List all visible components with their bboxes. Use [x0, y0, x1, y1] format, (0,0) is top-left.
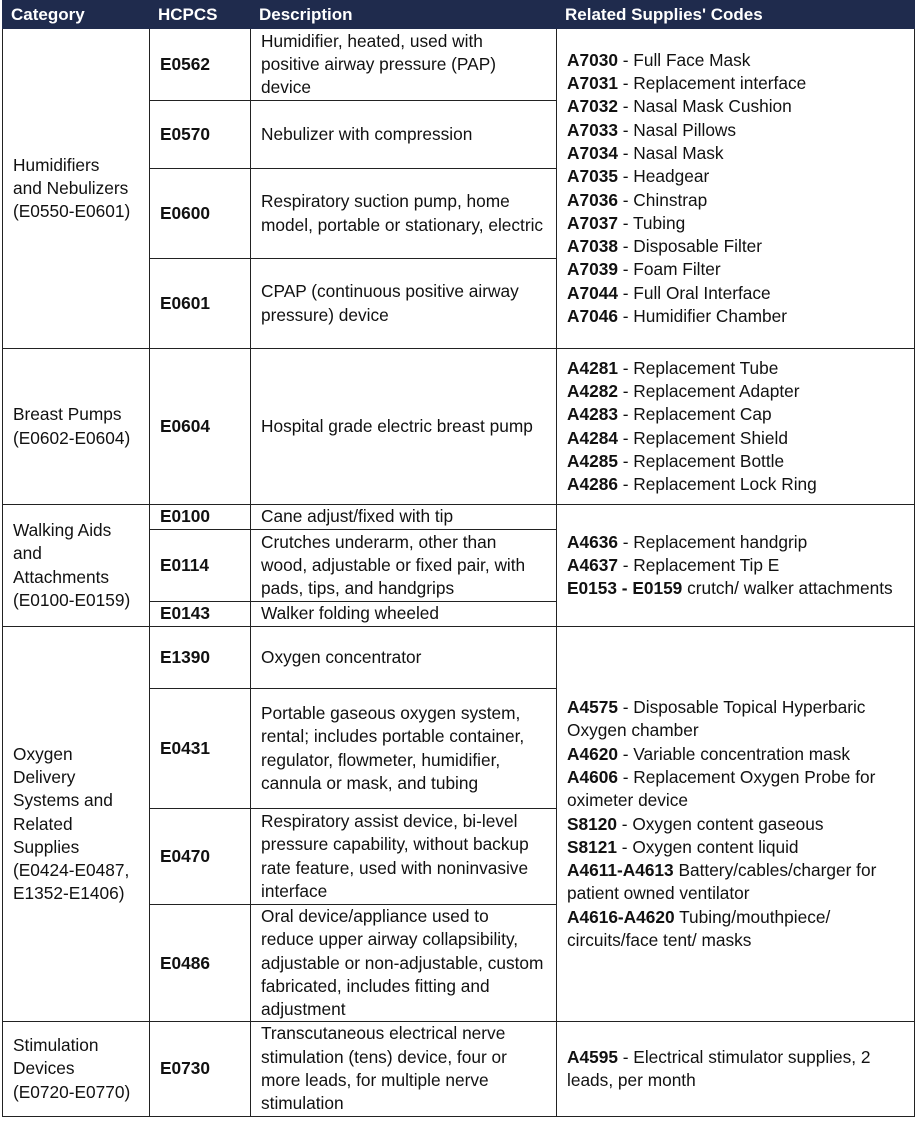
table-row	[3, 627, 915, 689]
supply-code: A4637	[567, 554, 618, 575]
supply-item	[567, 859, 904, 906]
category-label-line: and	[13, 543, 42, 564]
supply-item	[567, 72, 904, 95]
supply-item	[567, 743, 904, 766]
supply-code: A7046	[567, 305, 618, 326]
category-cell	[3, 349, 150, 505]
supply-item	[567, 427, 904, 450]
hcpcs-code-cell: E0562	[150, 29, 251, 101]
supply-code: A4281	[567, 357, 618, 378]
supply-text: crutch/ walker attachments	[682, 578, 893, 599]
supply-text: Battery/cables/charger for patient owned ventilator	[567, 860, 877, 904]
supply-code: A7032	[567, 96, 618, 117]
hcpcs-code-cell: E0601	[150, 259, 251, 349]
supply-item	[567, 450, 904, 473]
supply-code: A4284	[567, 427, 618, 448]
category-label-line: Walking Aids	[13, 519, 112, 540]
supply-item	[567, 142, 904, 165]
supply-text: - Full Face Mask	[617, 49, 751, 70]
supply-item	[567, 554, 904, 577]
supply-text: - Oxygen content gaseous	[616, 813, 824, 834]
supply-text: - Humidifier Chamber	[617, 305, 787, 326]
hcpcs-code-cell: E0730	[150, 1022, 251, 1116]
hcpcs-code-cell: E0486	[150, 905, 251, 1022]
supply-item	[567, 189, 904, 212]
category-label-line: Supplies	[13, 836, 80, 857]
supply-code: A4616-A4620	[567, 906, 675, 927]
supply-code: A7033	[567, 119, 618, 140]
hcpcs-code-cell: E0470	[150, 809, 251, 905]
supply-code: A7036	[567, 189, 618, 210]
description-cell: Cane adjust/fixed with tip	[251, 505, 557, 530]
description-cell: Oral device/appliance used to reduce upper airway collapsibility, adjustable or non-adjustable, custom fabricated, includes fitting and adjustment	[251, 905, 557, 1022]
description-cell: Nebulizer with compression	[251, 101, 557, 169]
category-cell	[3, 1022, 150, 1116]
category-label-line: (E0424-E0487,	[13, 860, 130, 881]
supply-text: - Replacement Oxygen Probe for oximeter device	[567, 767, 876, 811]
supply-code: A4595	[567, 1046, 618, 1067]
supply-code: A4282	[567, 380, 618, 401]
category-label-line: Breast Pumps	[13, 404, 122, 425]
table-row	[3, 1022, 915, 1116]
hcpcs-code-cell: E0100	[150, 505, 251, 530]
supply-item	[567, 403, 904, 426]
category-label-line: Devices	[13, 1058, 75, 1079]
category-label-line: and Nebulizers	[13, 177, 129, 198]
related-supplies-cell	[557, 29, 915, 349]
supply-text: - Nasal Pillows	[617, 119, 737, 140]
supply-item	[567, 119, 904, 142]
supply-item	[567, 836, 904, 859]
supply-code: A4620	[567, 743, 618, 764]
supply-text: - Chinstrap	[617, 189, 708, 210]
supply-code: A4283	[567, 404, 618, 425]
supply-item	[567, 1046, 904, 1093]
supply-item	[567, 212, 904, 235]
related-supplies-cell	[557, 505, 915, 627]
supply-text: - Replacement Cap	[617, 404, 772, 425]
supply-text: - Replacement Shield	[617, 427, 788, 448]
supply-item	[567, 473, 904, 496]
supply-code: A7037	[567, 212, 618, 233]
hcpcs-code-cell: E0143	[150, 602, 251, 627]
supply-code: A7039	[567, 259, 618, 280]
supply-item	[567, 577, 904, 600]
category-label-line: (E0100-E0159)	[13, 589, 131, 610]
description-cell: Crutches underarm, other than wood, adjustable or fixed pair, with pads, tips, and handgrips	[251, 530, 557, 602]
supply-code: A4286	[567, 474, 618, 495]
category-label-line: (E0550-E0601)	[13, 201, 131, 222]
category-label-line: Stimulation	[13, 1035, 99, 1056]
supply-item	[567, 813, 904, 836]
category-label-line: Delivery	[13, 767, 76, 787]
hcpcs-code-cell: E0604	[150, 349, 251, 505]
header-row	[3, 1, 915, 29]
supply-text: - Replacement Tube	[617, 357, 779, 378]
category-label-line: Attachments	[13, 566, 110, 587]
supply-code: A7038	[567, 236, 618, 257]
supply-text: - Replacement Lock Ring	[617, 474, 817, 495]
supply-item	[567, 696, 904, 743]
supply-item	[567, 305, 904, 328]
supply-item	[567, 357, 904, 380]
header-hcpcs: HCPCS	[150, 1, 251, 29]
supply-text: - Tubing	[617, 212, 686, 233]
supply-text: - Replacement Bottle	[617, 450, 785, 471]
supply-text: Tubing/mouthpiece/ circuits/face tent/ masks	[567, 906, 831, 951]
related-supplies-cell	[557, 1022, 915, 1116]
supply-code: E0153 - E0159	[567, 578, 683, 599]
table-row	[3, 349, 915, 505]
hcpcs-code-cell: E0600	[150, 169, 251, 259]
supply-item	[567, 380, 904, 403]
category-label-line: (E0720-E0770)	[13, 1081, 131, 1102]
category-cell	[3, 29, 150, 349]
supply-code: A4636	[567, 531, 618, 552]
hcpcs-code-cell: E0570	[150, 101, 251, 169]
supply-text: - Nasal Mask Cushion	[617, 96, 792, 117]
supply-text: - Replacement Tip E	[617, 554, 780, 575]
category-cell	[3, 627, 150, 1022]
category-label-line: (E0602-E0604)	[13, 427, 131, 448]
supply-code: A7044	[567, 282, 618, 303]
supply-code: A7034	[567, 142, 618, 163]
category-label-line: E1352-E1406)	[13, 883, 125, 904]
supply-text: - Headgear	[617, 166, 710, 187]
supply-code: A4575	[567, 697, 618, 718]
supply-item	[567, 49, 904, 72]
supply-text: - Replacement interface	[617, 73, 807, 94]
category-cell	[3, 505, 150, 627]
supply-text: - Disposable Filter	[617, 236, 762, 257]
supply-text: - Full Oral Interface	[617, 282, 771, 303]
hcpcs-code-cell: E0431	[150, 689, 251, 809]
hcpcs-code-cell: E1390	[150, 627, 251, 689]
table-row	[3, 29, 915, 101]
supply-text: - Nasal Mask	[617, 142, 724, 163]
description-cell: Oxygen concentrator	[251, 627, 557, 689]
supply-item	[567, 531, 904, 554]
related-supplies-cell	[557, 627, 915, 1022]
table-row	[3, 505, 915, 530]
hcpcs-code-cell: E0114	[150, 530, 251, 602]
description-cell: Transcutaneous electrical nerve stimulation (tens) device, four or more leads, for multiple nerve stimulation	[251, 1022, 557, 1116]
header-related-supplies: Related Supplies' Codes	[557, 1, 915, 29]
supply-item	[567, 95, 904, 118]
supply-text: - Disposable Topical Hyperbaric Oxygen chamber	[567, 697, 866, 741]
description-cell: Walker folding wheeled	[251, 602, 557, 627]
supply-text: - Oxygen content liquid	[616, 836, 799, 857]
supply-text: - Foam Filter	[617, 259, 721, 280]
category-label-line: Oxygen	[13, 743, 73, 764]
description-cell: Respiratory assist device, bi-level pressure capability, without backup rate feature, used with noninvasive interface	[251, 809, 557, 905]
table-body	[3, 29, 915, 1117]
supply-code: A7035	[567, 166, 618, 187]
supply-item	[567, 766, 904, 813]
supply-text: - Replacement Adapter	[617, 380, 800, 401]
description-cell: Portable gaseous oxygen system, rental; includes portable container, regulator, flowmeter, humidifier, cannula or mask, and tubing	[251, 689, 557, 809]
supply-code: S8121	[567, 836, 617, 857]
description-cell: Respiratory suction pump, home model, portable or stationary, electric	[251, 169, 557, 259]
supply-code: S8120	[567, 813, 617, 834]
supply-item	[567, 235, 904, 258]
supply-text: - Electrical stimulator supplies, 2 leads, per month	[567, 1046, 871, 1091]
header-category: Category	[3, 1, 150, 29]
supply-code: A4285	[567, 450, 618, 471]
supply-item	[567, 165, 904, 188]
supply-code: A4606	[567, 767, 618, 787]
supply-text: - Replacement handgrip	[617, 531, 808, 552]
supply-item	[567, 258, 904, 281]
category-label-line: Humidifiers	[13, 154, 100, 175]
category-label-line: Related	[13, 813, 73, 834]
related-supplies-cell	[557, 349, 915, 505]
supply-code: A4611-A4613	[567, 860, 674, 881]
supply-text: - Variable concentration mask	[617, 743, 851, 764]
supply-code: A7030	[567, 49, 618, 70]
hcpcs-table	[2, 0, 915, 1117]
header-description: Description	[251, 1, 557, 29]
category-label-line: Systems and	[13, 790, 113, 811]
description-cell: Humidifier, heated, used with positive airway pressure (PAP) device	[251, 29, 557, 101]
supply-code: A7031	[567, 73, 618, 94]
supply-item	[567, 906, 904, 953]
supply-item	[567, 282, 904, 305]
description-cell: CPAP (continuous positive airway pressure) device	[251, 259, 557, 349]
description-cell: Hospital grade electric breast pump	[251, 349, 557, 505]
